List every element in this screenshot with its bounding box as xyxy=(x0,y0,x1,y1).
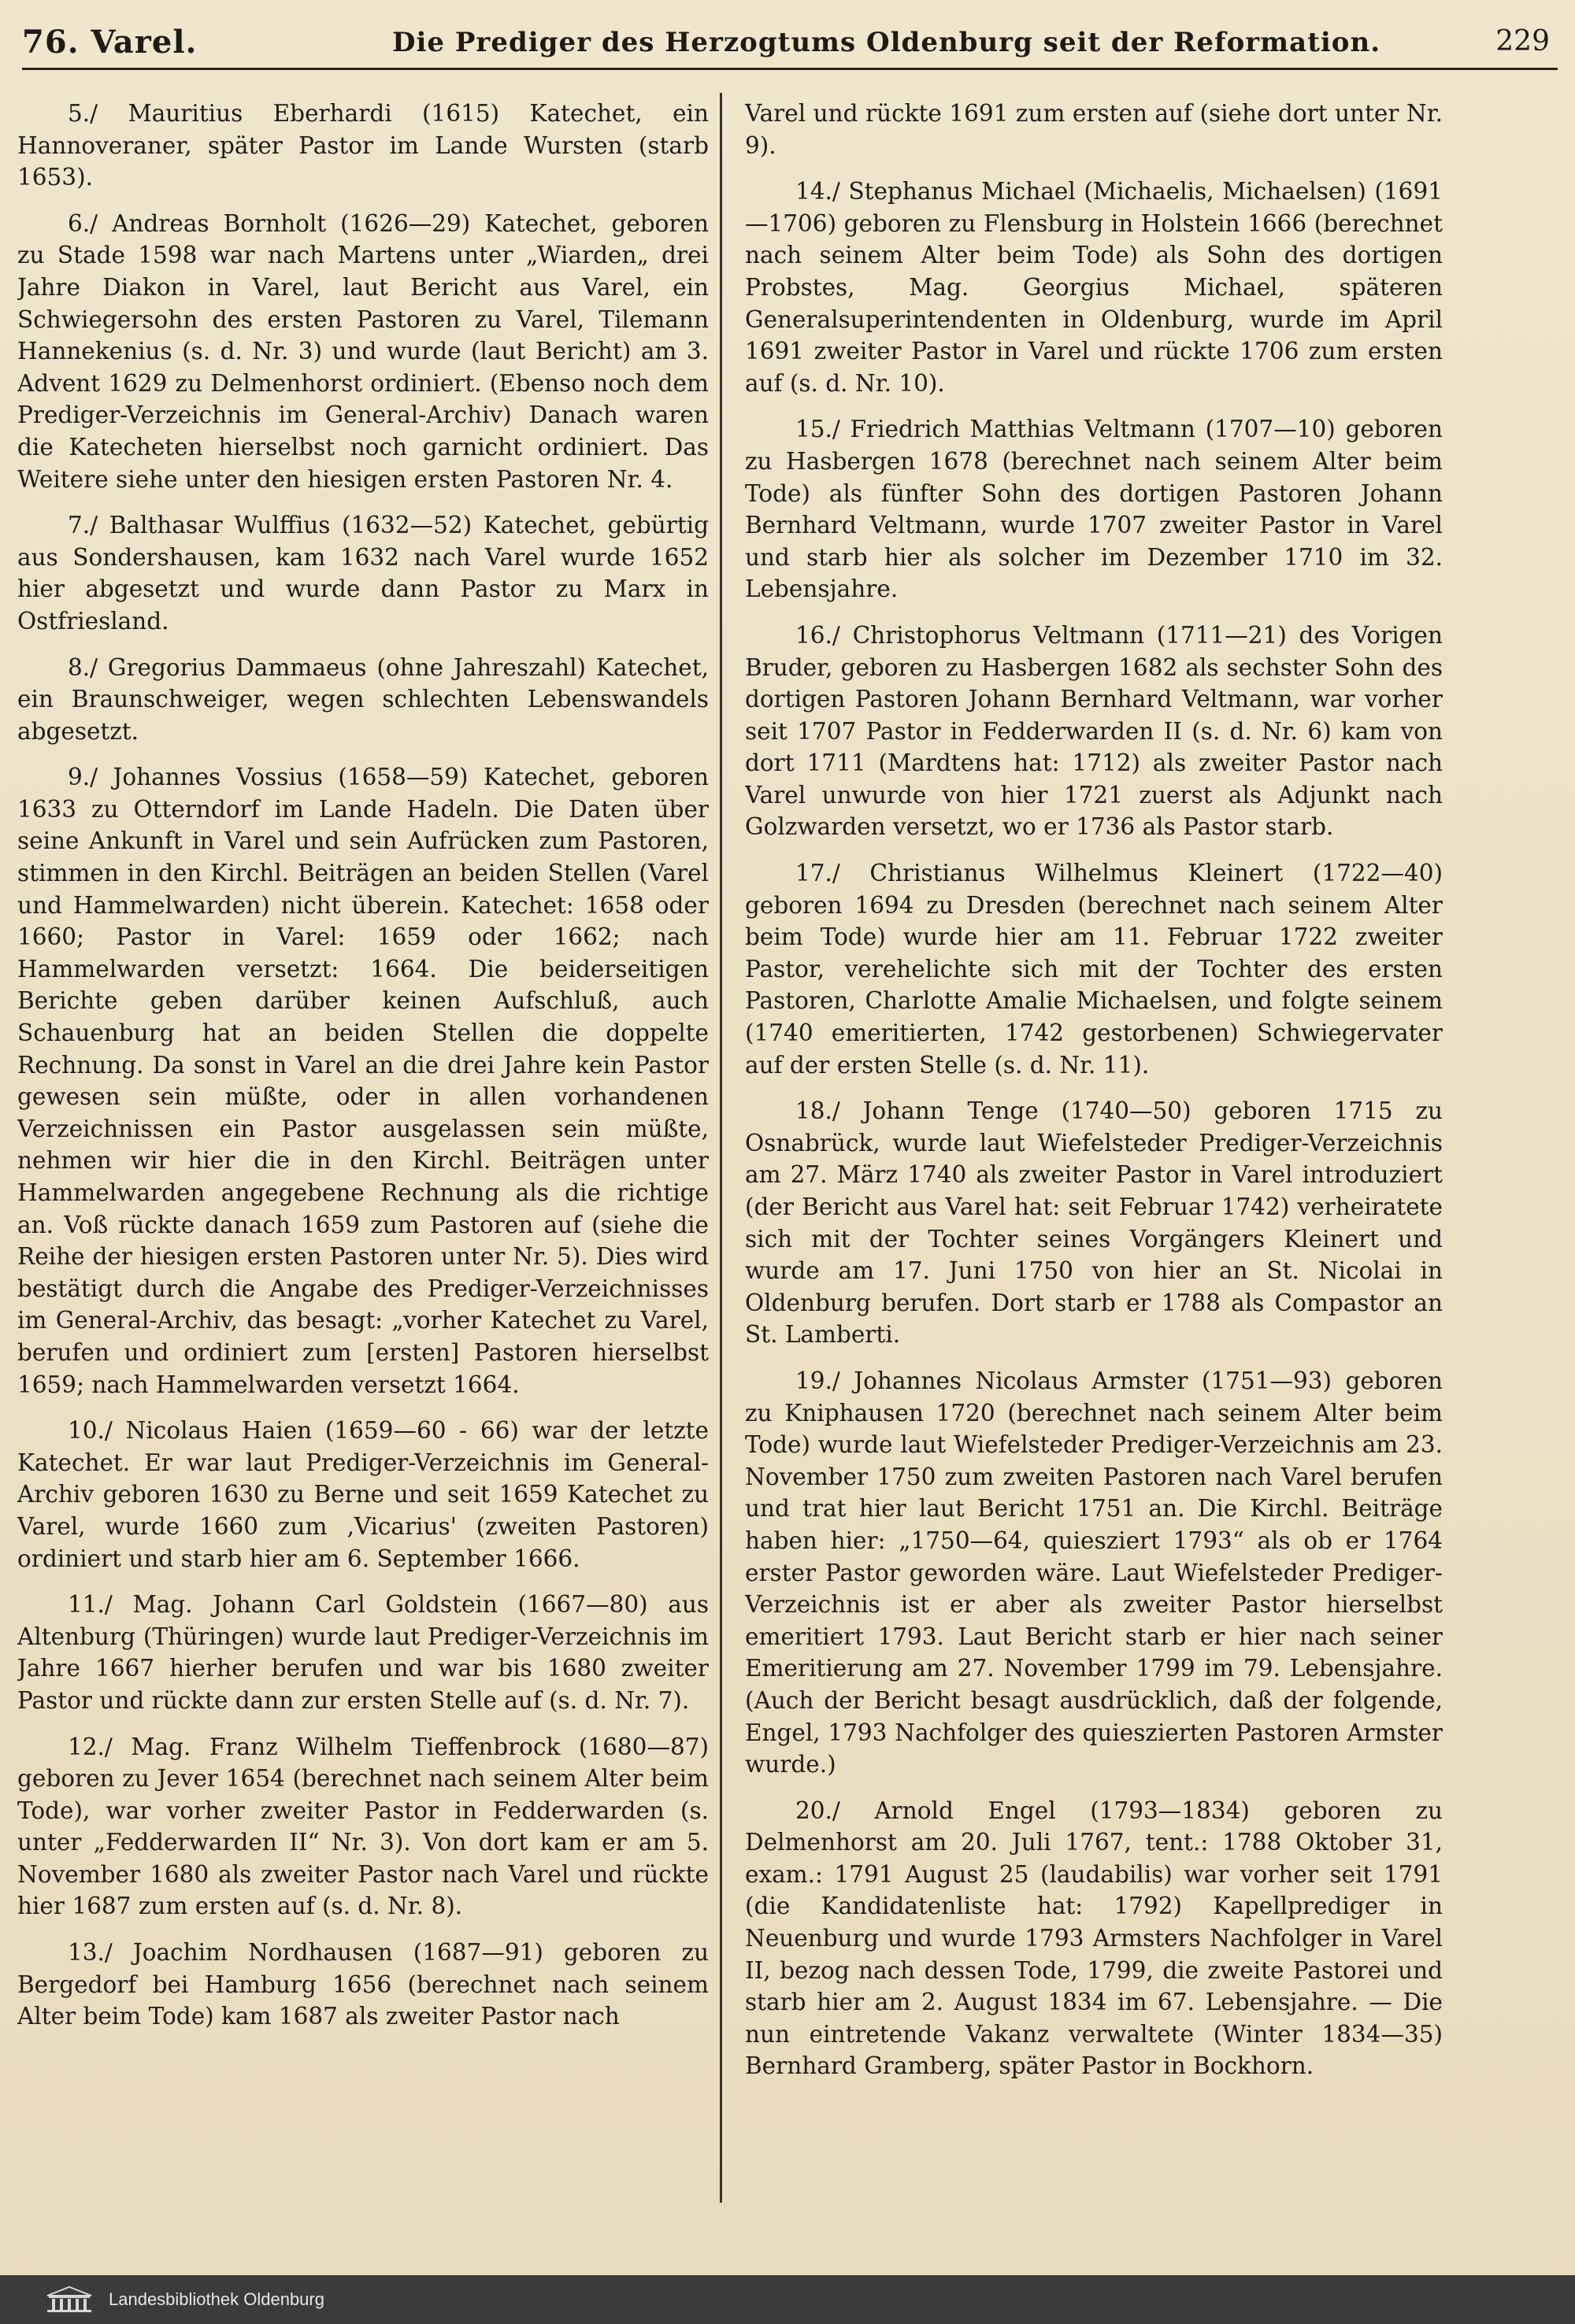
biography-entry: 18./ Johann Tenge (1740—50) geboren 1715 zu Osnabrück, wurde laut Wiefelsteder Prediger-Verzeichnis am 27. März 1740 als zweiter Pastor in Varel introduziert (der Bericht aus Varel hat: seit Februar 1742) verheiratete sich mit der Tochter seines Vorgängers Kleinert und wurde am 17. Juni 1750 von hier an St. Nicolai in Oldenburg berufen. Dort starb er 1788 als Compastor an St. Lamberti. xyxy=(745,1097,1443,1349)
biography-entry: 10./ Nicolaus Haien (1659—60 - 66) war der letzte Katechet. Er war laut Prediger-Verzeichnis im General-Archiv geboren 1630 zu Berne und seit 1659 Katechet zu Varel, wurde 1660 zum ‚Vicarius' (zweiten Pastoren) ordiniert und starb hier am 6. September 1666. xyxy=(17,1417,709,1572)
biography-entry: 14./ Stephanus Michael (Michaelis, Michaelsen) (1691—1706) geboren zu Flensburg in Holstein 1666 (berechnet nach seinem Alter beim Tode) als Sohn des dortigen Probstes, Mag. Georgius Michael, späteren Generalsuperintendenten in Oldenburg, wurde im April 1691 zweiter Pastor in Varel und rückte 1706 zum ersten auf (s. d. Nr. 10). xyxy=(745,178,1443,397)
right-column xyxy=(745,98,1443,2207)
biography-entry: 5./ Mauritius Eberhardi (1615) Katechet, ein Hannoveraner, später Pastor im Lande Wursten (starb 1653). xyxy=(17,100,709,191)
biography-entry: 9./ Johannes Vossius (1658—59) Katechet, geboren 1633 zu Otterndorf im Lande Hadeln. Die Daten über seine Ankunft in Varel und sein Aufrücken zum Pastoren, stimmen in den Kirchl. Beiträgen an beiden Stellen (Varel und Hammelwarden) nicht überein. Katechet: 1658 oder 1660; Pastor in Varel: 1659 oder 1662; nach Hammelwarden versetzt: 1664. Die beiderseitigen Berichte geben darüber keinen Aufschluß, auch Schauenburg hat an beiden Stellen die doppelte Rechnung. Da sonst in Varel an die drei Jahre kein Pastor gewesen sein müßte, oder in allen vorhandenen Verzeichnissen ein Pastor ausgelassen sein müßte, nehmen wir hier die in den Kirchl. Beiträgen unter Hammelwarden angegebene Rechnung als die richtige an. Voß rückte danach 1659 zum Pastoren auf (siehe die Reihe der hiesigen ersten Pastoren unter Nr. 5). Dies wird bestätigt durch die Angabe des Prediger-Verzeichnisses im General-Archiv, das besagt: „vorher Katechet zu Varel, berufen und ordiniert zum [ersten] Pastoren hierselbst 1659; nach Hammelwarden versetzt 1664. xyxy=(17,764,709,1398)
page-header xyxy=(22,16,1558,70)
biography-entry: 19./ Johannes Nicolaus Armster (1751—93) geboren zu Kniphausen 1720 (berechnet nach seinem Alter beim Tode) wurde laut Wiefelsteder Prediger-Verzeichnis am 23. November 1750 zum zweiten Pastoren nach Varel berufen und trat hier laut Bericht 1751 an. Die Kirchl. Beiträge haben hier: „1750—64, quiesziert 1793“ als ob er 1764 erster Pastor geworden wäre. Laut Wiefelsteder Prediger-Verzeichnis ist er aber als zweiter Pastor hierselbst emeritiert 1793. Laut Bericht starb er hier nach seiner Emeritierung am 27. November 1799 im 79. Lebensjahre. (Auch der Bericht besagt ausdrücklich, daß der folgende, Engel, 1793 Nachfolger des quieszierten Pastoren Armster wurde.) xyxy=(745,1367,1443,1778)
section-title: 76. Varel. xyxy=(22,24,198,61)
biography-entry: 13./ Joachim Nordhausen (1687—91) geboren zu Bergedorf bei Hamburg 1656 (berechnet nach seinem Alter beim Tode) kam 1687 als zweiter Pastor nach xyxy=(17,1939,709,2030)
biography-entry: 17./ Christianus Wilhelmus Kleinert (1722—40) geboren 1694 zu Dresden (berechnet nach seinem Alter beim Tode) wurde hier am 11. Februar 1722 zweiter Pastor, verehelichte sich mit der Tochter des ersten Pastoren, Charlotte Amalie Michaelsen, und folgte seinem (1740 emeritierten, 1742 gestorbenen) Schwiegervater auf der ersten Stelle (s. d. Nr. 11). xyxy=(745,860,1443,1079)
biography-entry: 12./ Mag. Franz Wilhelm Tieffenbrock (1680—87) geboren zu Jever 1654 (berechnet nach seinem Alter beim Tode), war vorher zweiter Pastor in Fedderwarden (s. unter „Fedderwarden II“ Nr. 3). Von dort kam er am 5. November 1680 als zweiter Pastor nach Varel und rückte hier 1687 zum ersten auf (s. d. Nr. 8). xyxy=(17,1733,709,1920)
biography-entry: 11./ Mag. Johann Carl Goldstein (1667—80) aus Altenburg (Thüringen) wurde laut Prediger-Verzeichnis im Jahre 1667 hierher berufen und war bis 1680 zweiter Pastor und rückte dann zur ersten Stelle auf (s. d. Nr. 7). xyxy=(17,1591,709,1714)
running-title: Die Prediger des Herzogtums Oldenburg seit der Reformation. xyxy=(392,27,1381,58)
column-divider xyxy=(720,93,722,2203)
left-column xyxy=(17,98,709,2207)
library-building-icon xyxy=(44,2285,94,2315)
entry-continuation: Varel und rückte 1691 zum ersten auf (siehe dort unter Nr. 9). xyxy=(745,100,1443,159)
biography-entry: 16./ Christophorus Veltmann (1711—21) des Vorigen Bruder, geboren zu Hasbergen 1682 als sechster Sohn des dortigen Pastoren Johann Bernhard Veltmann, war vorher seit 1707 Pastor in Fedderwarden II (s. d. Nr. 6) kam von dort 1711 (Mardtens hat: 1712) als zweiter Pastor nach Varel unwurde von hier 1721 zuerst als Adjunkt nach Golzwarden versetzt, wo er 1736 als Pastor starb. xyxy=(745,621,1443,841)
library-name: Landesbibliothek Oldenburg xyxy=(109,2289,324,2309)
biography-entry: 20./ Arnold Engel (1793—1834) geboren zu Delmenhorst am 20. Juli 1767, tent.: 1788 Oktober 31, exam.: 1791 August 25 (laudabilis) war vorher seit 1791 (die Kandidatenliste hat: 1792) Kapellprediger in Neuenburg und wurde 1793 Armsters Nachfolger in Varel II, bezog nach dessen Tode, 1799, die zweite Pastorei und starb hier am 2. August 1834 im 67. Lebensjahre. — Die nun eintretende Vakanz verwaltete (Winter 1834—35) Bernhard Gramberg, später Pastor in Bockhorn. xyxy=(745,1797,1443,2080)
library-footer xyxy=(0,2275,1575,2324)
biography-entry: 15./ Friedrich Matthias Veltmann (1707—10) geboren zu Hasbergen 1678 (berechnet nach seinem Alter beim Tode) als fünfter Sohn des dortigen Pastoren Johann Bernhard Veltmann, wurde 1707 zweiter Pastor in Varel und starb hier als solcher im Dezember 1710 im 32. Lebensjahre. xyxy=(745,416,1443,603)
biography-entry: 7./ Balthasar Wulffius (1632—52) Katechet, gebürtig aus Sondershausen, kam 1632 nach Varel wurde 1652 hier abgesetzt und wurde dann Pastor zu Marx in Ostfriesland. xyxy=(17,512,709,635)
page-number: 229 xyxy=(1495,25,1550,57)
biography-entry: 8./ Gregorius Dammaeus (ohne Jahreszahl) Katechet, ein Braunschweiger, wegen schlechten Lebenswandels abgesetzt. xyxy=(17,653,709,745)
biography-entry: 6./ Andreas Bornholt (1626—29) Katechet, geboren zu Stade 1598 war nach Martens unter „Wiarden„ drei Jahre Diakon in Varel, laut Bericht aus Varel, ein Schwiegersohn des ersten Pastoren zu Varel, Tilemann Hannekenius (s. d. Nr. 3) und wurde (laut Bericht) am 3. Advent 1629 zu Delmenhorst ordiniert. (Ebenso noch dem Prediger-Verzeichnis im General-Archiv) Danach waren die Katecheten hierselbst noch garnicht ordiniert. Das Weitere siehe unter den hiesigen ersten Pastoren Nr. 4. xyxy=(17,209,709,493)
